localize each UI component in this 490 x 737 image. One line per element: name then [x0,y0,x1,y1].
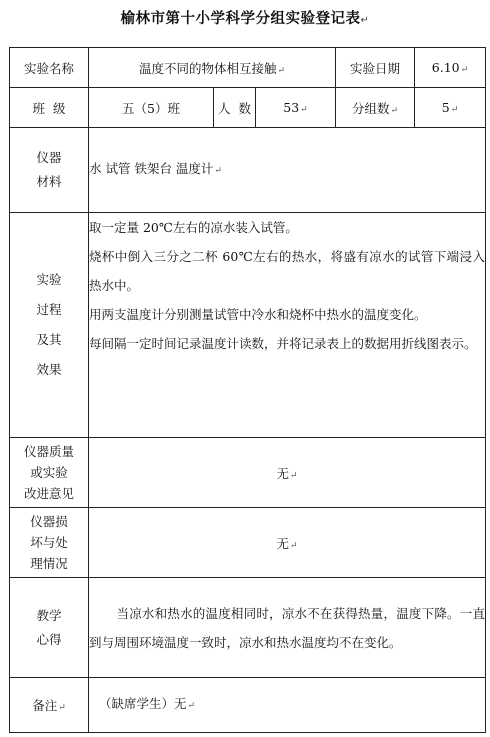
value-text: 6.10 [431,60,460,75]
value-text: 水 试管 铁架台 温度计 [89,161,214,176]
value-text: 无 [276,465,289,481]
label-line: 改进意见 [23,486,74,501]
label-line: 效果 [36,362,62,377]
label-experiment-date [336,48,415,88]
row-teaching [10,578,486,678]
label-instruments [10,128,89,213]
value-text: 温度不同的物体相互接触 [138,60,277,76]
page-title [0,7,490,28]
label-groups [336,88,415,128]
value-teaching[interactable] [89,578,486,678]
label-line: 实验 [36,272,62,287]
page-title-text: 榆林市第十小学科学分组实验登记表 [120,11,361,27]
paragraph-mark-icon: ↵ [187,701,196,711]
paragraph-mark-icon: ↵ [214,166,222,176]
row-damage [10,508,486,578]
value-text: 无 [276,535,289,551]
value-groups[interactable] [415,88,486,128]
process-step: 烧杯中倒入三分之二杯 60℃左右的热水，将盛有凉水的试管下端浸入热水中。 [89,249,485,293]
process-step: 取一定量 20℃左右的凉水装入试管。 [89,220,298,235]
value-damage[interactable] [89,508,486,578]
label-text: 分组数 [351,100,390,116]
value-remarks[interactable] [89,678,486,733]
row-instruments [10,128,486,213]
paragraph-mark-icon: ↵ [390,105,399,116]
value-text: （缺席学生）无 [99,696,187,711]
paragraph-mark-icon: ↵ [460,65,469,75]
row-remarks [10,678,486,733]
label-quality [10,438,89,508]
label-process [10,213,89,438]
label-count [214,88,256,128]
value-text: 53 [283,100,300,115]
label-text: 人 数 [218,100,251,116]
paragraph-mark-icon: ↵ [277,65,286,76]
label-line: 仪器损 [30,514,68,529]
label-text: 班 级 [32,100,66,116]
paragraph-mark-icon: ↵ [289,540,298,551]
label-line: 过程 [36,302,62,317]
paragraph-mark-icon: ↵ [289,470,298,481]
label-line: 理情况 [30,556,68,571]
label-text: 实验日期 [349,60,400,76]
value-quality[interactable] [89,438,486,508]
value-class[interactable] [89,88,214,128]
paragraph-mark-icon: ↵ [300,105,308,115]
label-class [10,88,89,128]
paragraph-mark-icon: ↵ [360,15,370,26]
label-line: 心得 [36,631,62,647]
registration-table [9,47,486,733]
process-step: 用两支温度计分别测量试管中冷水和烧杯中热水的温度变化。 [89,307,427,322]
value-process[interactable] [89,213,486,438]
label-line: 材料 [36,174,62,189]
value-count[interactable] [256,88,336,128]
label-line: 及其 [36,332,62,347]
process-step: 每间隔一定时间记录温度计读数，并将记录表上的数据用折线图表示。 [89,336,477,351]
label-damage [10,508,89,578]
value-experiment-name[interactable] [89,48,336,88]
row-quality [10,438,486,508]
label-experiment-name [10,48,89,88]
row-experiment-name [10,48,486,88]
value-text: 5 [441,100,450,115]
row-class [10,88,486,128]
paragraph-mark-icon: ↵ [58,703,66,713]
label-line: 仪器 [36,150,62,165]
label-text: 实验名称 [23,60,74,76]
label-line: 教学 [36,607,62,623]
label-line: 仪器质量 [23,444,74,459]
label-line: 或实验 [30,465,68,480]
value-text: 当凉水和热水的温度相同时，凉水不在获得热量，温度下降。一直到与周围环境温度一致时，凉水和热水温度均不在变化。 [89,605,485,650]
paragraph-mark-icon: ↵ [450,105,459,115]
value-text: 五（5）班 [122,100,180,116]
label-remarks [10,678,89,733]
value-experiment-date[interactable] [415,48,486,88]
value-instruments[interactable] [89,128,486,213]
label-text: 备注 [32,698,58,713]
row-process [10,213,486,438]
label-line: 坏与处 [30,535,68,550]
label-teaching [10,578,89,678]
